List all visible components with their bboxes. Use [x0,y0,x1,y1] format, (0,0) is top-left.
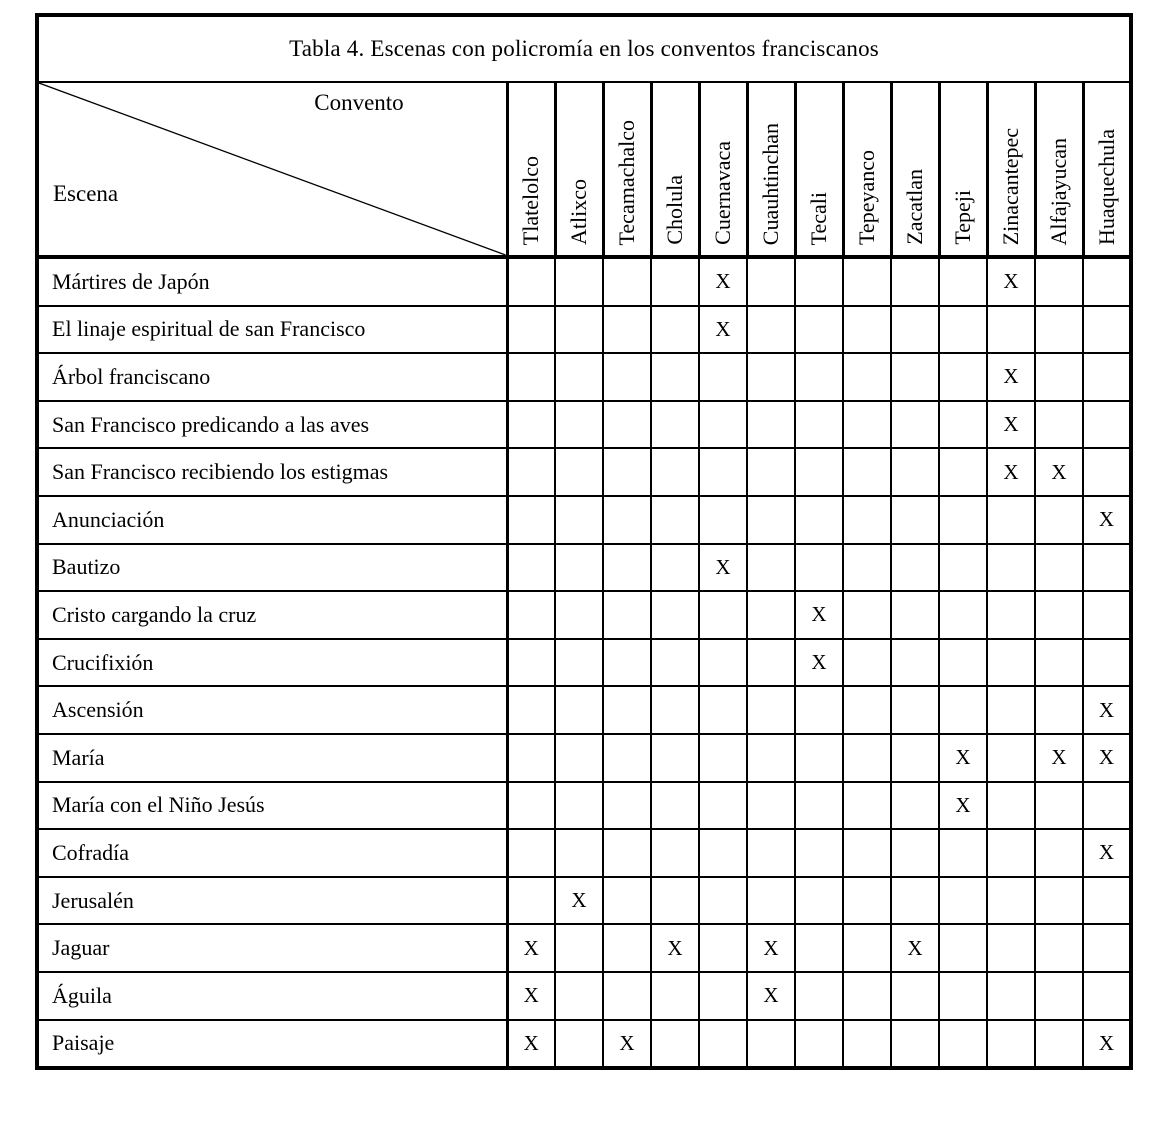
mark-cell-empty [891,591,939,639]
mark-cell-empty [651,591,699,639]
mark-cell-empty [603,306,651,354]
mark-cell-empty [603,686,651,734]
mark-cell-empty [555,972,603,1020]
mark-cell-empty [747,306,795,354]
mark-cell-x: X [699,544,747,592]
convent-header-alfajayucan [1035,82,1083,257]
mark-cell-empty [603,639,651,687]
mark-cell-empty [987,924,1035,972]
mark-cell-x: X [1083,829,1131,877]
mark-cell-empty [1083,544,1131,592]
mark-cell-empty [843,972,891,1020]
mark-cell-empty [987,306,1035,354]
scene-row [37,782,1131,830]
mark-cell-empty [555,686,603,734]
mark-cell-empty [555,639,603,687]
mark-cell-x: X [939,734,987,782]
mark-cell-empty [651,734,699,782]
convent-header-label: Zacatlan [902,169,927,245]
mark-cell-x: X [507,924,555,972]
mark-cell-empty [843,257,891,306]
mark-cell-empty [987,734,1035,782]
mark-cell-empty [891,686,939,734]
mark-cell-empty [651,639,699,687]
scene-row [37,306,1131,354]
mark-cell-empty [939,686,987,734]
mark-cell-empty [555,924,603,972]
corner-cell [37,82,507,257]
convent-header-zinacantepec [987,82,1035,257]
scene-label: Jaguar [37,924,507,972]
mark-cell-empty [1035,401,1083,449]
mark-cell-empty [891,353,939,401]
mark-cell-x: X [699,257,747,306]
scene-row [37,924,1131,972]
mark-cell-empty [747,1020,795,1069]
mark-cell-empty [747,734,795,782]
mark-cell-empty [651,496,699,544]
mark-cell-empty [747,353,795,401]
mark-cell-empty [939,1020,987,1069]
convent-header-tepeji [939,82,987,257]
convent-header-label: Zinacantepec [998,127,1023,245]
mark-cell-empty [603,448,651,496]
table-title: Tabla 4. Escenas con policromía en los conventos franciscanos [37,15,1131,82]
mark-cell-empty [939,448,987,496]
mark-cell-empty [939,306,987,354]
mark-cell-empty [843,496,891,544]
mark-cell-empty [987,639,1035,687]
mark-cell-empty [939,924,987,972]
scene-label: Cofradía [37,829,507,877]
mark-cell-empty [939,401,987,449]
mark-cell-empty [1035,496,1083,544]
mark-cell-empty [1035,257,1083,306]
mark-cell-x: X [987,353,1035,401]
scene-label: Cristo cargando la cruz [37,591,507,639]
mark-cell-empty [843,639,891,687]
mark-cell-empty [795,544,843,592]
mark-cell-empty [603,829,651,877]
mark-cell-empty [1035,591,1083,639]
mark-cell-empty [699,448,747,496]
mark-cell-x: X [939,782,987,830]
mark-cell-empty [1035,782,1083,830]
mark-cell-empty [987,591,1035,639]
scene-label: Anunciación [37,496,507,544]
scene-row [37,686,1131,734]
mark-cell-empty [507,591,555,639]
mark-cell-empty [699,639,747,687]
mark-cell-empty [747,591,795,639]
mark-cell-empty [1083,257,1131,306]
mark-cell-empty [603,544,651,592]
convent-header-label: Tepeji [950,190,975,245]
mark-cell-empty [795,353,843,401]
mark-cell-empty [795,686,843,734]
mark-cell-x: X [747,924,795,972]
mark-cell-empty [795,924,843,972]
mark-cell-x: X [1035,448,1083,496]
convent-header-label: Cholula [662,175,687,245]
mark-cell-empty [891,734,939,782]
mark-cell-empty [699,353,747,401]
mark-cell-empty [555,448,603,496]
scene-label: Águila [37,972,507,1020]
scene-label: María [37,734,507,782]
mark-cell-empty [891,448,939,496]
mark-cell-empty [843,591,891,639]
mark-cell-empty [987,972,1035,1020]
mark-cell-empty [1035,924,1083,972]
mark-cell-empty [843,734,891,782]
mark-cell-empty [795,829,843,877]
mark-cell-empty [1035,972,1083,1020]
mark-cell-empty [699,972,747,1020]
mark-cell-empty [891,829,939,877]
convent-header-label: Atlixco [566,179,591,245]
mark-cell-empty [603,257,651,306]
mark-cell-empty [507,257,555,306]
convent-header-label: Huaquechula [1093,128,1119,245]
scene-label: Crucifixión [37,639,507,687]
mark-cell-empty [891,782,939,830]
scene-row [37,972,1131,1020]
title-row [37,15,1131,82]
mark-cell-empty [795,306,843,354]
mark-cell-empty [507,544,555,592]
mark-cell-x: X [507,1020,555,1069]
mark-cell-empty [843,1020,891,1069]
convent-header-label: Alfajayucan [1046,137,1071,245]
scene-row [37,734,1131,782]
mark-cell-empty [939,877,987,925]
scene-row [37,496,1131,544]
mark-cell-empty [603,591,651,639]
mark-cell-empty [843,924,891,972]
mark-cell-empty [987,686,1035,734]
mark-cell-empty [1035,1020,1083,1069]
mark-cell-x: X [507,972,555,1020]
mark-cell-empty [507,401,555,449]
mark-cell-x: X [891,924,939,972]
mark-cell-empty [795,496,843,544]
mark-cell-empty [507,448,555,496]
scene-label: El linaje espiritual de san Francisco [37,306,507,354]
mark-cell-empty [987,544,1035,592]
mark-cell-empty [987,496,1035,544]
mark-cell-empty [795,734,843,782]
mark-cell-empty [795,257,843,306]
mark-cell-empty [747,686,795,734]
mark-cell-x: X [987,448,1035,496]
mark-cell-empty [507,306,555,354]
mark-cell-empty [603,496,651,544]
mark-cell-empty [939,257,987,306]
mark-cell-empty [699,734,747,782]
mark-cell-empty [1083,924,1131,972]
mark-cell-empty [603,782,651,830]
mark-cell-empty [651,257,699,306]
scene-label: Bautizo [37,544,507,592]
mark-cell-empty [747,257,795,306]
mark-cell-empty [603,877,651,925]
mark-cell-empty [651,686,699,734]
mark-cell-empty [939,544,987,592]
convent-header-cholula [651,82,699,257]
mark-cell-empty [699,401,747,449]
mark-cell-empty [987,782,1035,830]
corner-diagonal-line [39,83,506,255]
mark-cell-empty [555,782,603,830]
convent-header-tecamachalco [603,82,651,257]
mark-cell-empty [699,496,747,544]
scene-label: San Francisco recibiendo los estigmas [37,448,507,496]
mark-cell-empty [699,591,747,639]
mark-cell-empty [507,496,555,544]
mark-cell-empty [603,401,651,449]
mark-cell-empty [1083,306,1131,354]
convent-header-cuauhtinchan [747,82,795,257]
mark-cell-empty [843,353,891,401]
header-row [37,82,1131,257]
mark-cell-empty [1035,544,1083,592]
mark-cell-empty [555,353,603,401]
mark-cell-empty [795,1020,843,1069]
corner-label-convento: Convento [314,90,404,115]
mark-cell-empty [1083,877,1131,925]
convent-header-label: Cuernavaca [710,141,735,245]
mark-cell-empty [699,877,747,925]
mark-cell-empty [507,639,555,687]
mark-cell-empty [651,544,699,592]
convent-header-tepeyanco [843,82,891,257]
mark-cell-empty [699,829,747,877]
mark-cell-empty [507,782,555,830]
mark-cell-empty [1035,353,1083,401]
mark-cell-empty [987,1020,1035,1069]
mark-cell-empty [795,972,843,1020]
mark-cell-empty [939,353,987,401]
convent-header-label: Cuauhtinchan [758,122,783,245]
mark-cell-empty [651,448,699,496]
mark-cell-empty [1083,448,1131,496]
mark-cell-empty [891,257,939,306]
convent-header-zacatlan [891,82,939,257]
mark-cell-empty [843,686,891,734]
mark-cell-empty [507,353,555,401]
mark-cell-empty [699,782,747,830]
mark-cell-empty [843,877,891,925]
mark-cell-empty [891,401,939,449]
mark-cell-x: X [1083,496,1131,544]
mark-cell-empty [1035,639,1083,687]
mark-cell-empty [891,639,939,687]
mark-cell-empty [603,734,651,782]
convent-header-label: Tlatelolco [518,155,543,245]
convent-header-huaquechula [1083,82,1131,257]
scene-label: Árbol franciscano [37,353,507,401]
mark-cell-x: X [795,591,843,639]
mark-cell-empty [1083,401,1131,449]
mark-cell-empty [987,829,1035,877]
mark-cell-empty [747,448,795,496]
mark-cell-empty [747,782,795,830]
mark-cell-empty [651,972,699,1020]
scene-row [37,829,1131,877]
mark-cell-empty [1035,829,1083,877]
mark-cell-empty [555,496,603,544]
mark-cell-empty [891,544,939,592]
mark-cell-empty [795,877,843,925]
mark-cell-x: X [1035,734,1083,782]
mark-cell-empty [891,1020,939,1069]
mark-cell-x: X [987,401,1035,449]
mark-cell-empty [843,544,891,592]
scene-label: Paisaje [37,1020,507,1069]
mark-cell-empty [1035,306,1083,354]
mark-cell-empty [843,401,891,449]
mark-cell-empty [891,306,939,354]
scene-row [37,257,1131,306]
mark-cell-empty [843,448,891,496]
mark-cell-empty [1083,639,1131,687]
mark-cell-empty [507,877,555,925]
mark-cell-empty [555,401,603,449]
convent-header-tlatelolco [507,82,555,257]
mark-cell-x: X [747,972,795,1020]
mark-cell-empty [507,734,555,782]
convent-header-label: Tecali [806,191,831,245]
mark-cell-empty [747,829,795,877]
mark-cell-empty [795,401,843,449]
mark-cell-x: X [651,924,699,972]
scene-row [37,448,1131,496]
mark-cell-empty [1035,877,1083,925]
mark-cell-empty [555,544,603,592]
mark-cell-empty [795,448,843,496]
mark-cell-empty [1035,686,1083,734]
mark-cell-empty [651,306,699,354]
mark-cell-empty [939,972,987,1020]
convent-header-atlixco [555,82,603,257]
convent-header-label: Tecamachalco [614,119,639,245]
convent-header-tecali [795,82,843,257]
mark-cell-empty [507,829,555,877]
mark-cell-empty [699,924,747,972]
polychromy-table [35,13,1133,1070]
convent-header-label: Tepeyanco [854,150,879,245]
mark-cell-x: X [795,639,843,687]
mark-cell-empty [843,829,891,877]
mark-cell-empty [1083,972,1131,1020]
scene-row [37,544,1131,592]
mark-cell-x: X [1083,686,1131,734]
scene-row [37,877,1131,925]
mark-cell-x: X [699,306,747,354]
mark-cell-empty [603,924,651,972]
mark-cell-empty [1083,591,1131,639]
mark-cell-empty [555,306,603,354]
mark-cell-empty [651,1020,699,1069]
mark-cell-empty [891,877,939,925]
mark-cell-empty [651,401,699,449]
mark-cell-empty [939,639,987,687]
mark-cell-empty [555,734,603,782]
mark-cell-x: X [603,1020,651,1069]
mark-cell-empty [603,353,651,401]
mark-cell-x: X [1083,734,1131,782]
mark-cell-empty [555,1020,603,1069]
scene-row [37,591,1131,639]
scene-label: Jerusalén [37,877,507,925]
mark-cell-empty [555,591,603,639]
mark-cell-x: X [555,877,603,925]
mark-cell-empty [747,496,795,544]
mark-cell-empty [939,591,987,639]
scene-row [37,353,1131,401]
mark-cell-empty [939,496,987,544]
mark-cell-empty [603,972,651,1020]
mark-cell-x: X [1083,1020,1131,1069]
mark-cell-empty [843,306,891,354]
mark-cell-empty [747,877,795,925]
mark-cell-empty [747,401,795,449]
scene-row [37,401,1131,449]
mark-cell-empty [939,829,987,877]
mark-cell-empty [699,686,747,734]
mark-cell-empty [651,782,699,830]
scene-row [37,1020,1131,1069]
mark-cell-empty [1083,782,1131,830]
mark-cell-empty [1083,353,1131,401]
mark-cell-x: X [987,257,1035,306]
mark-cell-empty [747,639,795,687]
scene-label: Mártires de Japón [37,257,507,306]
mark-cell-empty [555,257,603,306]
scene-label: Ascensión [37,686,507,734]
mark-cell-empty [651,353,699,401]
mark-cell-empty [747,544,795,592]
mark-cell-empty [795,782,843,830]
scene-row [37,639,1131,687]
mark-cell-empty [651,829,699,877]
mark-cell-empty [699,1020,747,1069]
mark-cell-empty [891,972,939,1020]
mark-cell-empty [843,782,891,830]
mark-cell-empty [507,686,555,734]
scene-label: María con el Niño Jesús [37,782,507,830]
convent-header-cuernavaca [699,82,747,257]
mark-cell-empty [987,877,1035,925]
scene-label: San Francisco predicando a las aves [37,401,507,449]
mark-cell-empty [651,877,699,925]
mark-cell-empty [555,829,603,877]
corner-label-escena: Escena [53,181,119,206]
mark-cell-empty [891,496,939,544]
